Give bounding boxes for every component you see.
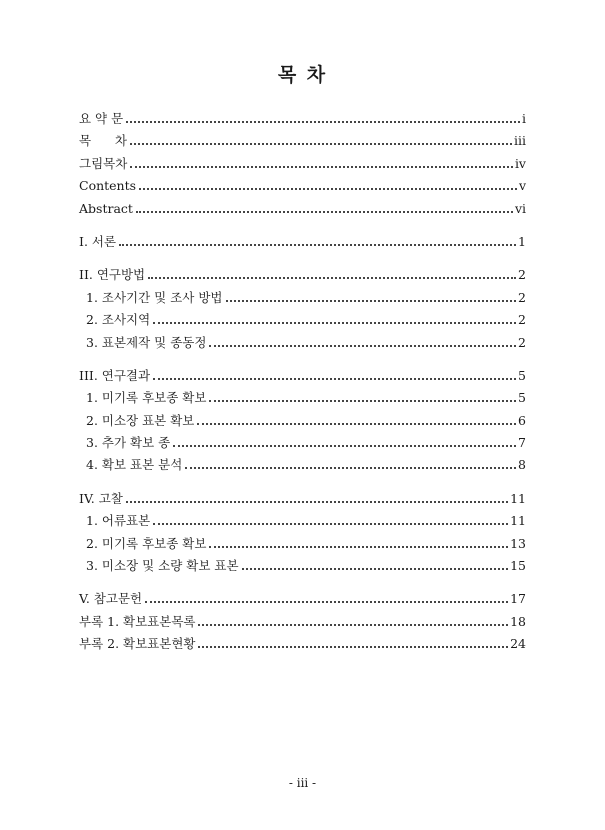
toc-entry-page: v bbox=[518, 178, 526, 194]
toc-entry-page: 24 bbox=[510, 636, 526, 652]
toc-entry-section[interactable] bbox=[79, 510, 526, 532]
dot-leader bbox=[130, 165, 513, 168]
toc-entry-page: 2 bbox=[518, 312, 526, 328]
toc-entry-label: 3. 미소장 및 소량 확보 표본 bbox=[86, 558, 239, 574]
dot-leader bbox=[209, 344, 516, 347]
toc-entry-label: I. 서론 bbox=[79, 233, 117, 249]
toc-entry-label: 2. 미기록 후보종 확보 bbox=[86, 535, 207, 551]
dot-leader bbox=[198, 623, 508, 626]
page-number-footer: - iii - bbox=[288, 776, 317, 790]
toc-entry-page: 6 bbox=[518, 412, 526, 428]
toc-entry-references[interactable] bbox=[79, 588, 526, 610]
toc-entry-label: 2. 미소장 표본 확보 bbox=[86, 412, 195, 428]
toc-entry-contents[interactable] bbox=[79, 130, 526, 152]
dot-leader bbox=[173, 444, 516, 447]
page-title: 목 차 bbox=[277, 64, 328, 86]
toc-entry-page: 18 bbox=[510, 613, 526, 629]
toc-entry-page: 15 bbox=[510, 558, 526, 574]
toc-entry-page: 17 bbox=[510, 591, 526, 607]
toc-entry-chapter-2[interactable] bbox=[79, 264, 526, 286]
toc-entry-section[interactable] bbox=[79, 387, 526, 409]
toc-entry-label: IV. 고찰 bbox=[79, 490, 123, 506]
toc-entry-label: II. 연구방법 bbox=[79, 267, 146, 283]
toc-entry-page: 11 bbox=[510, 490, 526, 506]
table-of-contents bbox=[79, 108, 526, 656]
dot-leader bbox=[130, 142, 512, 145]
dot-leader bbox=[242, 567, 509, 570]
toc-entry-page: iv bbox=[514, 155, 526, 171]
toc-entry-label: Contents bbox=[79, 178, 137, 194]
dot-leader bbox=[185, 466, 516, 469]
toc-entry-page: 7 bbox=[518, 435, 526, 451]
toc-entry-page: 8 bbox=[518, 457, 526, 473]
toc-entry-page: 13 bbox=[510, 535, 526, 551]
toc-entry-label: 3. 추가 확보 종 bbox=[86, 435, 171, 451]
toc-entry-figure-list[interactable] bbox=[79, 153, 526, 175]
toc-entry-section[interactable] bbox=[79, 332, 526, 354]
dot-leader bbox=[126, 500, 508, 503]
toc-entry-section[interactable] bbox=[79, 309, 526, 331]
toc-entry-label: 4. 확보 표본 분석 bbox=[86, 457, 183, 473]
toc-entry-page: 2 bbox=[518, 334, 526, 350]
toc-entry-summary[interactable] bbox=[79, 108, 526, 130]
toc-entry-chapter-3[interactable] bbox=[79, 365, 526, 387]
toc-entry-page: iii bbox=[514, 133, 526, 149]
dot-leader bbox=[209, 399, 516, 402]
toc-entry-appendix-1[interactable] bbox=[79, 611, 526, 633]
toc-entry-section[interactable] bbox=[79, 454, 526, 476]
toc-entry-section[interactable] bbox=[79, 533, 526, 555]
toc-entry-label: 목 차 bbox=[79, 133, 127, 149]
toc-entry-label: 1. 조사기간 및 조사 방법 bbox=[86, 289, 223, 305]
toc-entry-section[interactable] bbox=[79, 410, 526, 432]
toc-entry-label: 3. 표본제작 및 종동정 bbox=[86, 334, 207, 350]
toc-entry-page: i bbox=[522, 111, 526, 126]
toc-entry-page: 11 bbox=[510, 513, 526, 529]
toc-entry-page: 5 bbox=[518, 367, 526, 383]
toc-entry-page: 2 bbox=[518, 289, 526, 305]
toc-entry-page: 5 bbox=[518, 390, 526, 406]
dot-leader bbox=[209, 545, 508, 548]
toc-entry-label: V. 참고문헌 bbox=[79, 591, 143, 607]
dot-leader bbox=[119, 243, 516, 246]
toc-entry-section[interactable] bbox=[79, 432, 526, 454]
dot-leader bbox=[153, 321, 516, 324]
toc-entry-english-contents[interactable] bbox=[79, 175, 526, 197]
toc-entry-chapter-1[interactable] bbox=[79, 231, 526, 253]
toc-entry-abstract[interactable] bbox=[79, 198, 526, 220]
toc-entry-section[interactable] bbox=[79, 555, 526, 577]
toc-entry-label: 1. 어류표본 bbox=[86, 513, 151, 529]
toc-entry-appendix-2[interactable] bbox=[79, 633, 526, 655]
toc-entry-page: vi bbox=[514, 200, 526, 216]
dot-leader bbox=[153, 522, 508, 525]
dot-leader bbox=[226, 299, 517, 302]
toc-entry-label: III. 연구결과 bbox=[79, 367, 151, 383]
toc-entry-chapter-4[interactable] bbox=[79, 488, 526, 510]
toc-entry-label: 그림목차 bbox=[79, 155, 128, 171]
toc-entry-section[interactable] bbox=[79, 287, 526, 309]
toc-entry-label: 1. 미기록 후보종 확보 bbox=[86, 390, 207, 406]
dot-leader bbox=[139, 187, 517, 190]
dot-leader bbox=[126, 120, 520, 123]
toc-entry-page: 1 bbox=[518, 233, 526, 249]
dot-leader bbox=[148, 276, 516, 279]
dot-leader bbox=[145, 600, 508, 603]
toc-entry-label: 2. 조사지역 bbox=[86, 312, 151, 328]
dot-leader bbox=[153, 377, 516, 380]
toc-entry-page: 2 bbox=[518, 267, 526, 283]
dot-leader bbox=[198, 645, 508, 648]
toc-entry-label: Abstract bbox=[79, 200, 133, 216]
dot-leader bbox=[136, 210, 513, 213]
toc-entry-label: 부록 2. 확보표본현황 bbox=[79, 636, 196, 652]
toc-entry-label: 요 약 문 bbox=[79, 111, 124, 126]
dot-leader bbox=[197, 422, 516, 425]
toc-entry-label: 부록 1. 확보표본목록 bbox=[79, 613, 196, 629]
